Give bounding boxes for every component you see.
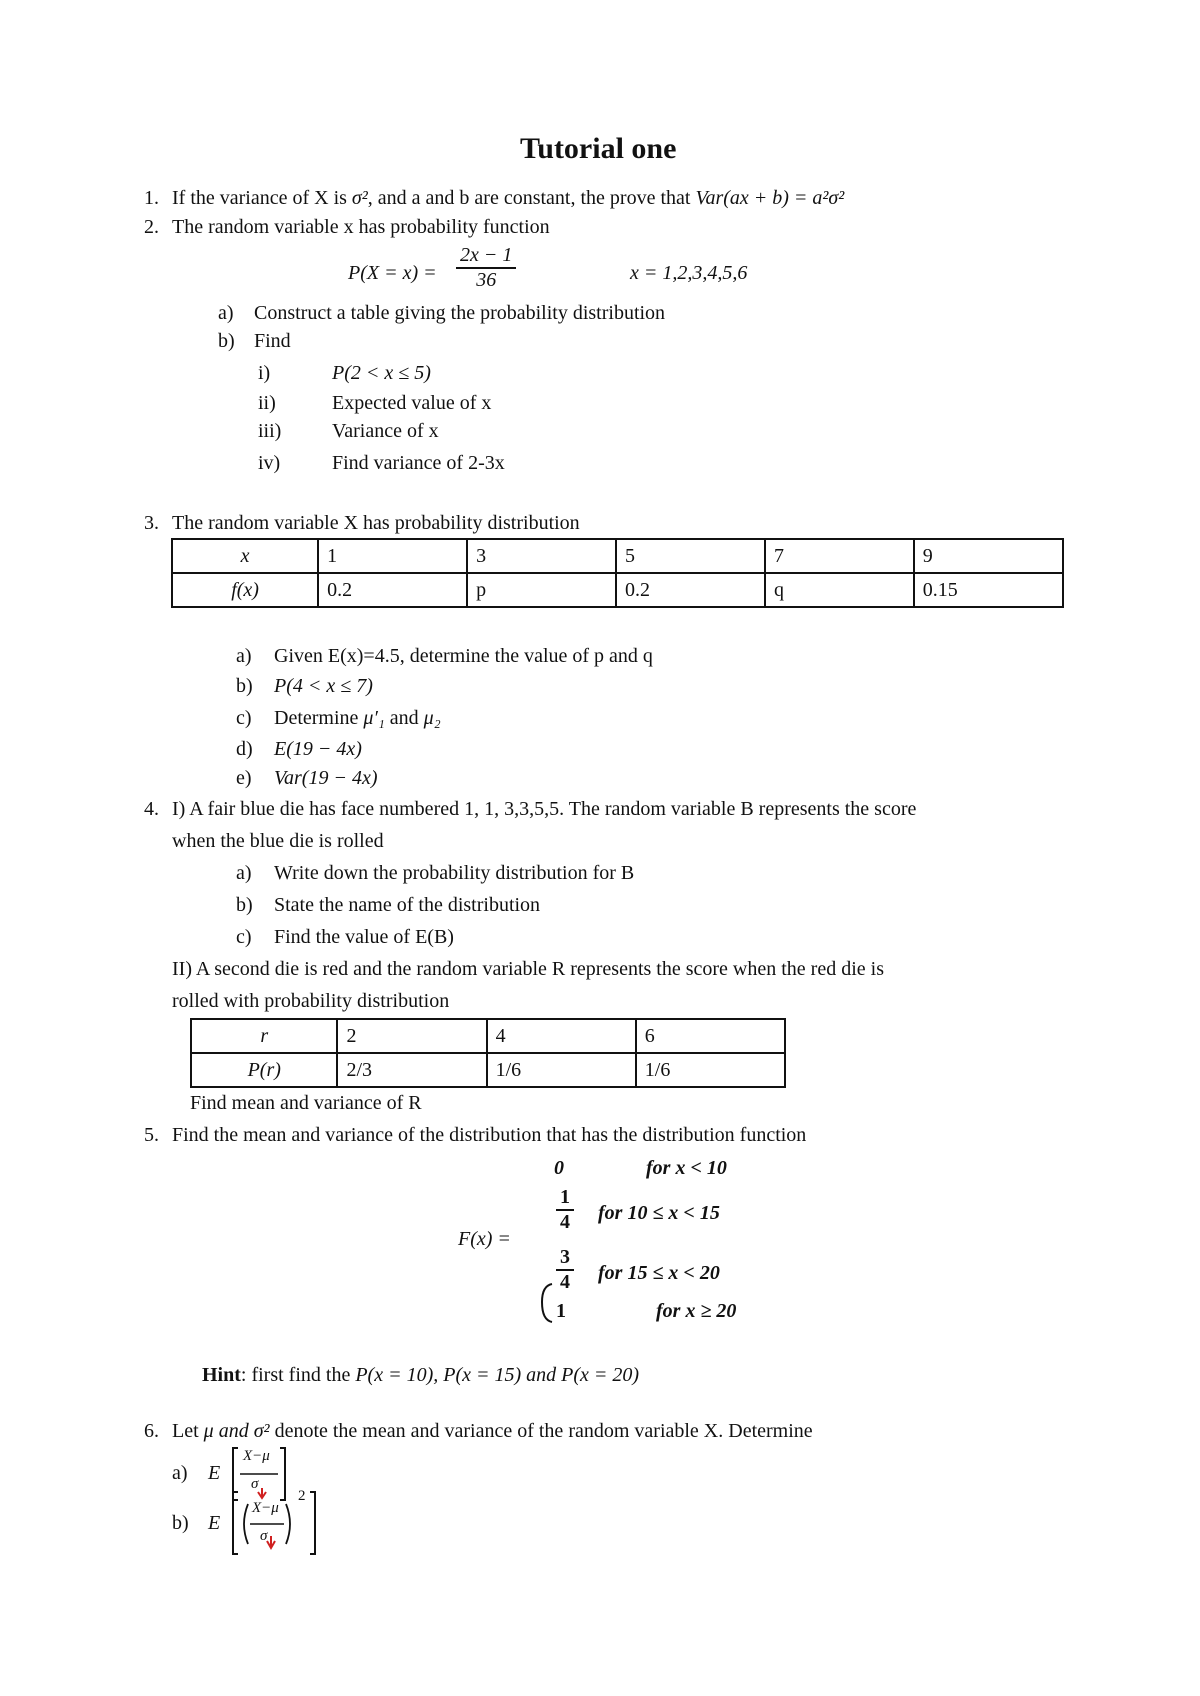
q1-text-b: , and a and b are constant, the prove that — [367, 187, 696, 209]
q3-mu2: μ₂ — [423, 707, 441, 729]
table-cell: 5 — [616, 539, 765, 573]
q3-part-c-text-a: Determine — [274, 707, 364, 729]
table-cell: 1 — [318, 539, 467, 573]
table-cell: P(r) — [191, 1053, 337, 1087]
q6-part-b-num: X−μ — [252, 1500, 279, 1516]
q5-lhs: F(x) = — [458, 1228, 511, 1250]
q6-part-b-E: E — [208, 1512, 221, 1534]
q4-number: 4. — [144, 798, 159, 820]
q2-number: 2. — [144, 216, 159, 238]
q2-sub-ii-label: ii) — [258, 392, 276, 414]
q5-case2-den: 4 — [560, 1211, 570, 1233]
q2-part-b-label: b) — [218, 330, 235, 352]
q2-frac-den: 36 — [476, 269, 497, 291]
table-row — [172, 573, 1063, 607]
page-title: Tutorial one — [520, 132, 677, 165]
q4-part-a-text: Write down the probability distribution for B — [274, 862, 635, 884]
table-cell: 4 — [487, 1019, 636, 1053]
q5-hint-label: Hint — [202, 1364, 241, 1386]
q6-text — [172, 1420, 813, 1443]
q6-part-a-label: a) — [172, 1462, 188, 1484]
q5-case1-cond: for x < 10 — [646, 1157, 727, 1179]
q5-hint-expression: P(x = 10), P(x = 15) and P(x = 20) — [355, 1364, 640, 1386]
table-cell: 0.2 — [318, 573, 467, 607]
q3-part-e-text: Var(19 − 4x) — [274, 767, 378, 789]
q3-part-a-label: a) — [236, 645, 252, 667]
q3-distribution-table — [171, 538, 1064, 608]
q4-line3: II) A second die is red and the random variable R represents the score when the red die is — [172, 958, 884, 980]
q2-fraction — [456, 244, 516, 292]
q6-text-b: denote the mean and variance of the random variable X. Determine — [269, 1420, 813, 1442]
q4-part-a-label: a) — [236, 862, 252, 884]
q6-part-b-label: b) — [172, 1512, 189, 1534]
table-cell: x — [172, 539, 318, 573]
table-cell: p — [467, 573, 616, 607]
q3-part-d-text: E(19 − 4x) — [274, 738, 362, 760]
q5-case4-cond: for x ≥ 20 — [656, 1300, 737, 1322]
q2-sub-iv-label: iv) — [258, 452, 281, 474]
table-cell: 1/6 — [636, 1053, 785, 1087]
q3-mu1: μ′₁ — [363, 707, 385, 729]
q4-part-c-label: c) — [236, 926, 252, 948]
q1-expression: Var(ax + b) = a²σ² — [695, 187, 845, 209]
q5-case4-value: 1 — [556, 1300, 566, 1322]
q1-sigma: σ² — [351, 187, 368, 209]
q5-hint — [202, 1364, 639, 1387]
q3-part-c-text — [274, 707, 441, 730]
q2-text: The random variable x has probability function — [172, 216, 550, 238]
q4-part-c-text: Find the value of E(B) — [274, 926, 454, 948]
q4-part-b-label: b) — [236, 894, 253, 916]
q4-red-die-table — [190, 1018, 786, 1088]
q6-symbols: μ and σ² — [203, 1420, 270, 1442]
q2-sub-iv-text: Find variance of 2-3x — [332, 452, 505, 474]
q3-part-d-label: d) — [236, 738, 253, 760]
q1-text-a: If the variance of X is — [172, 187, 352, 209]
table-cell: 2/3 — [337, 1053, 486, 1087]
q5-text: Find the mean and variance of the distribution that has the distribution function — [172, 1124, 807, 1146]
table-cell: 0.2 — [616, 573, 765, 607]
table-cell: 9 — [914, 539, 1063, 573]
q5-case2-fraction — [556, 1186, 574, 1234]
q5-number: 5. — [144, 1124, 159, 1146]
q2-sub-iii-label: iii) — [258, 420, 282, 442]
q6-text-a: Let — [172, 1420, 204, 1442]
table-cell: 1/6 — [487, 1053, 636, 1087]
q4-line4: rolled with probability distribution — [172, 990, 450, 1012]
q6-part-b-den: σ — [260, 1528, 268, 1544]
table-row — [191, 1019, 785, 1053]
q4-line2: when the blue die is rolled — [172, 830, 384, 852]
q6-part-b-exponent: 2 — [298, 1488, 306, 1504]
q4-part-b-text: State the name of the distribution — [274, 894, 541, 916]
q2-sub-i-label: i) — [258, 362, 271, 384]
q5-case2-num: 1 — [556, 1186, 574, 1211]
table-cell: 7 — [765, 539, 914, 573]
q2-frac-num: 2x − 1 — [456, 244, 516, 269]
q3-part-b-label: b) — [236, 675, 253, 697]
q2-part-a-text: Construct a table giving the probability distribution — [254, 302, 666, 324]
q2-sub-ii-text: Expected value of x — [332, 392, 492, 414]
q2-sub-i-text: P(2 < x ≤ 5) — [332, 362, 431, 384]
q3-part-e-label: e) — [236, 767, 252, 789]
q5-hint-text: : first find the — [240, 1364, 356, 1386]
q5-case2-cond: for 10 ≤ x < 15 — [598, 1202, 720, 1224]
q3-part-a-text: Given E(x)=4.5, determine the value of p and q — [274, 645, 653, 667]
q5-case3-fraction — [556, 1246, 574, 1294]
q2-sub-iii-text: Variance of x — [332, 420, 439, 442]
q3-part-b-text: P(4 < x ≤ 7) — [274, 675, 373, 697]
table-cell: f(x) — [172, 573, 318, 607]
q5-case3-cond: for 15 ≤ x < 20 — [598, 1262, 720, 1284]
table-cell: 6 — [636, 1019, 785, 1053]
q6-part-a-den: σ — [251, 1476, 259, 1492]
table-cell: r — [191, 1019, 337, 1053]
q6-part-a-E: E — [208, 1462, 221, 1484]
q1-number: 1. — [144, 187, 159, 209]
q2-domain: x = 1,2,3,4,5,6 — [630, 262, 748, 284]
q5-case1-value: 0 — [554, 1157, 564, 1179]
q5-case3-num: 3 — [556, 1246, 574, 1271]
table-cell: q — [765, 573, 914, 607]
q4-line1: I) A fair blue die has face numbered 1, 1, 3,3,5,5. The random variable B represents the score — [172, 798, 917, 820]
table-row — [191, 1053, 785, 1087]
table-row — [172, 539, 1063, 573]
q3-part-c-text-b: and — [384, 707, 424, 729]
q4-after-text: Find mean and variance of R — [190, 1092, 422, 1114]
q1-text — [172, 187, 844, 210]
q5-case3-den: 4 — [560, 1271, 570, 1293]
q6-number: 6. — [144, 1420, 159, 1442]
q3-part-c-label: c) — [236, 707, 252, 729]
q2-part-a-label: a) — [218, 302, 234, 324]
q3-number: 3. — [144, 512, 159, 534]
q2-part-b-text: Find — [254, 330, 291, 352]
table-cell: 2 — [337, 1019, 486, 1053]
table-cell: 0.15 — [914, 573, 1063, 607]
q3-text: The random variable X has probability distribution — [172, 512, 580, 534]
table-cell: 3 — [467, 539, 616, 573]
q6-part-a-num: X−μ — [243, 1448, 270, 1464]
q5-left-brace-icon — [538, 1282, 554, 1324]
q2-lhs: P(X = x) = — [348, 262, 437, 284]
